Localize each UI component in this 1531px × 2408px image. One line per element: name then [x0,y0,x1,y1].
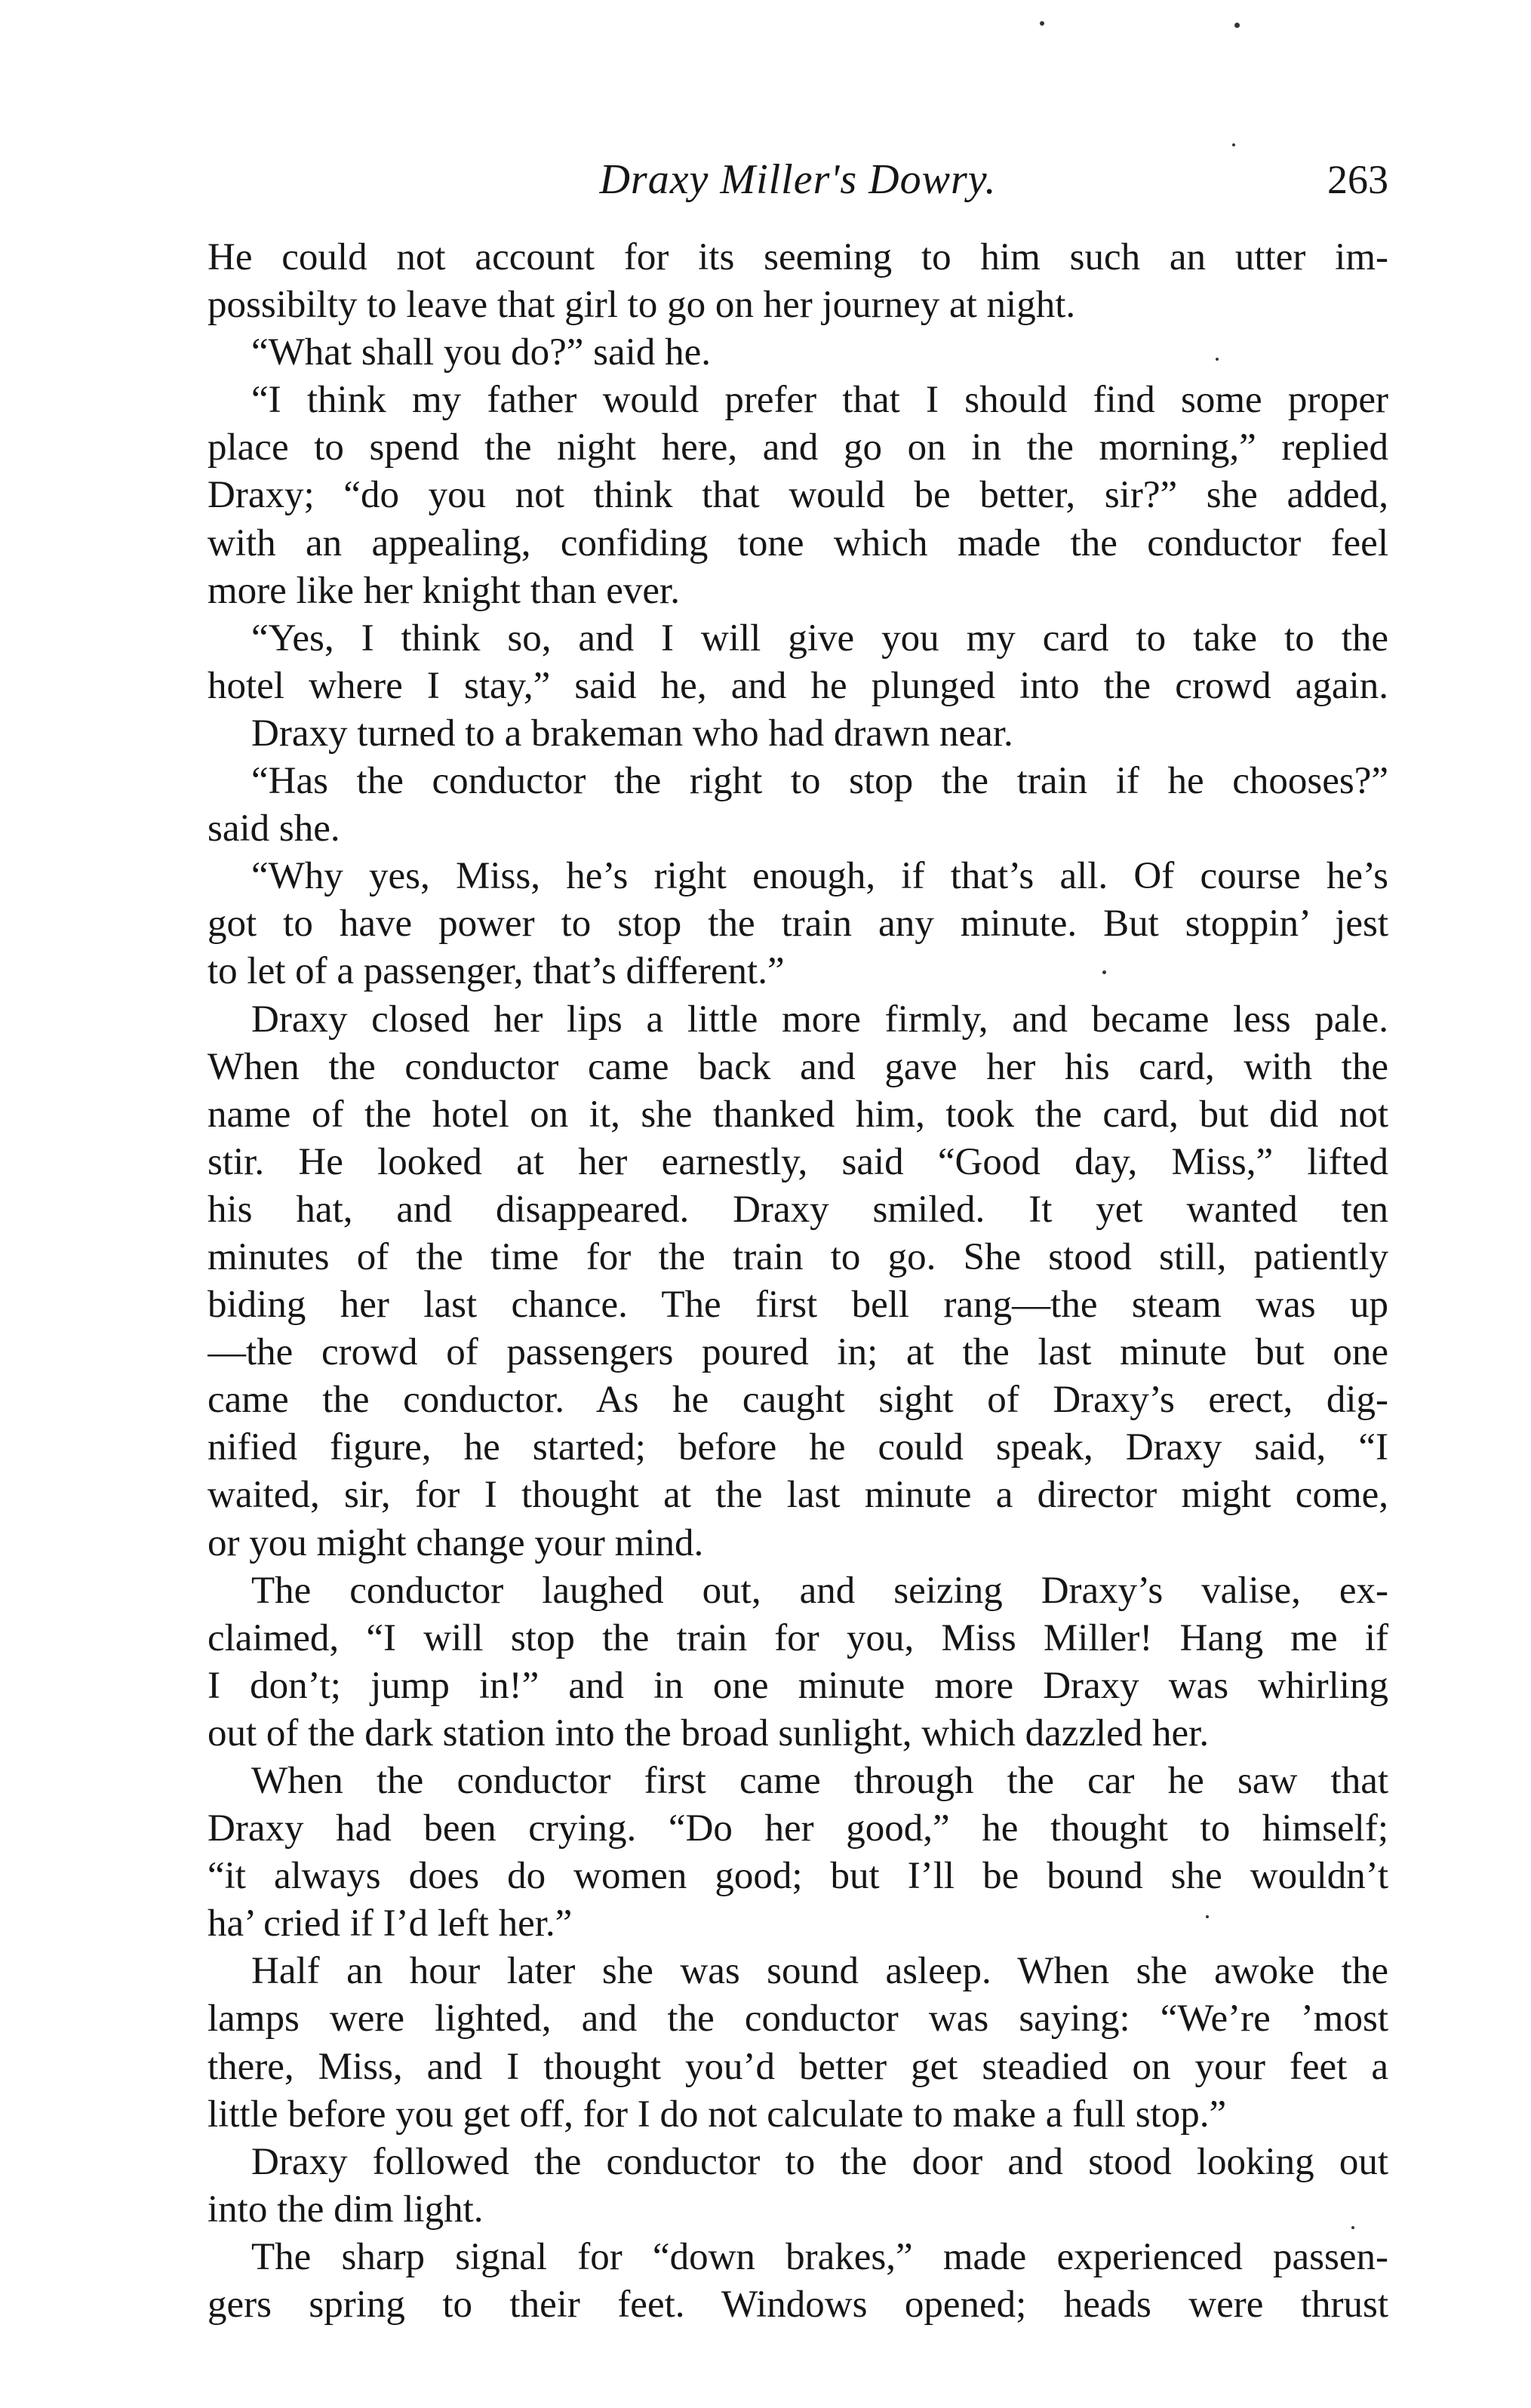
print-speck [1232,143,1235,146]
text-line: The conductor laughed out, and seizing Draxy’s valise, ex- [251,1569,1388,1612]
text-line: “What shall you do?” said he. [251,331,711,374]
print-speck [1040,21,1044,26]
text-line: more like her knight than ever. [208,569,680,612]
print-speck [1102,970,1106,974]
text-line: Half an hour later she was sound asleep. When she awoke the [251,1950,1388,1993]
text-line: name of the hotel on it, she thanked him, took the card, but did not [208,1093,1388,1136]
print-speck [1234,23,1240,28]
text-line: got to have power to stop the train any minute. But stoppin’ jest [208,903,1388,946]
text-line: nified figure, he started; before he could speak, Draxy said, “I [208,1426,1388,1469]
text-line: I don’t; jump in!” and in one minute more Draxy was whirling [208,1664,1388,1707]
text-line: “Has the conductor the right to stop the train if he chooses?” [251,760,1388,803]
text-line: waited, sir, for I thought at the last minute a director might come, [208,1474,1388,1517]
text-line: with an appealing, confiding tone which made the conductor feel [208,521,1388,564]
body-text [208,234,1388,2329]
text-line: his hat, and disappeared. Draxy smiled. It yet wanted ten [208,1188,1388,1231]
text-line: —the crowd of passengers poured in; at the last minute but one [208,1331,1388,1374]
page-number: 263 [1327,157,1388,202]
text-line: out of the dark station into the broad sunlight, which dazzled her. [208,1711,1210,1754]
print-speck [1216,358,1219,361]
text-line: there, Miss, and I thought you’d better get steadied on your feet a [208,2045,1388,2088]
text-line: came the conductor. As he caught sight of Draxy’s erect, dig- [208,1379,1388,1422]
text-line: “Why yes, Miss, he’s right enough, if that’s all. Of course he’s [251,855,1388,898]
text-line: Draxy had been crying. “Do her good,” he thought to himself; [208,1807,1388,1850]
print-speck [1206,1915,1209,1918]
running-title: Draxy Miller's Dowry. [599,156,997,203]
text-line: Draxy; “do you not think that would be better, sir?” she added, [208,474,1388,517]
print-speck [1351,2226,1354,2229]
page-header [208,149,1388,210]
text-line: or you might change your mind. [208,1521,704,1564]
text-line: “it always does do women good; but I’ll be bound she wouldn’t [208,1855,1388,1898]
text-line: The sharp signal for “down brakes,” made experienced passen- [251,2235,1388,2278]
text-line: He could not account for its seeming to him such an utter im- [208,236,1388,278]
text-line: possibilty to leave that girl to go on her journey at night. [208,284,1076,327]
text-line: little before you get off, for I do not calculate to make a full stop.” [208,2093,1227,2136]
text-line: When the conductor first came through the car he saw that [251,1760,1388,1802]
text-line: claimed, “I will stop the train for you, Miss Miller! Hang me if [208,1616,1388,1659]
text-line: Draxy closed her lips a little more firmly, and became less pale. [251,998,1388,1041]
text-line: place to spend the night here, and go on in the morning,” replied [208,426,1388,469]
text-line: to let of a passenger, that’s different.” [208,950,785,993]
text-line: Draxy turned to a brakeman who had drawn near. [251,712,1013,755]
text-line: biding her last chance. The first bell rang—the steam was up [208,1284,1388,1327]
text-line: stir. He looked at her earnestly, said “Good day, Miss,” lifted [208,1140,1388,1183]
text-line: minutes of the time for the train to go. She stood still, patiently [208,1235,1388,1278]
text-line: gers spring to their feet. Windows opened; heads were thrust [208,2283,1388,2327]
text-line: Draxy followed the conductor to the door and stood looking out [251,2140,1388,2183]
text-line: lamps were lighted, and the conductor was saying: “We’re ’most [208,1997,1388,2040]
text-line: “I think my father would prefer that I should find some proper [251,379,1388,422]
text-line: ha’ cried if I’d left her.” [208,1902,573,1945]
text-line: into the dim light. [208,2188,484,2231]
text-line: hotel where I stay,” said he, and he plunged into the crowd again. [208,664,1388,707]
text-line: said she. [208,807,340,850]
text-line: “Yes, I think so, and I will give you my card to take to the [251,617,1388,660]
text-line: When the conductor came back and gave her his card, with the [208,1045,1388,1088]
